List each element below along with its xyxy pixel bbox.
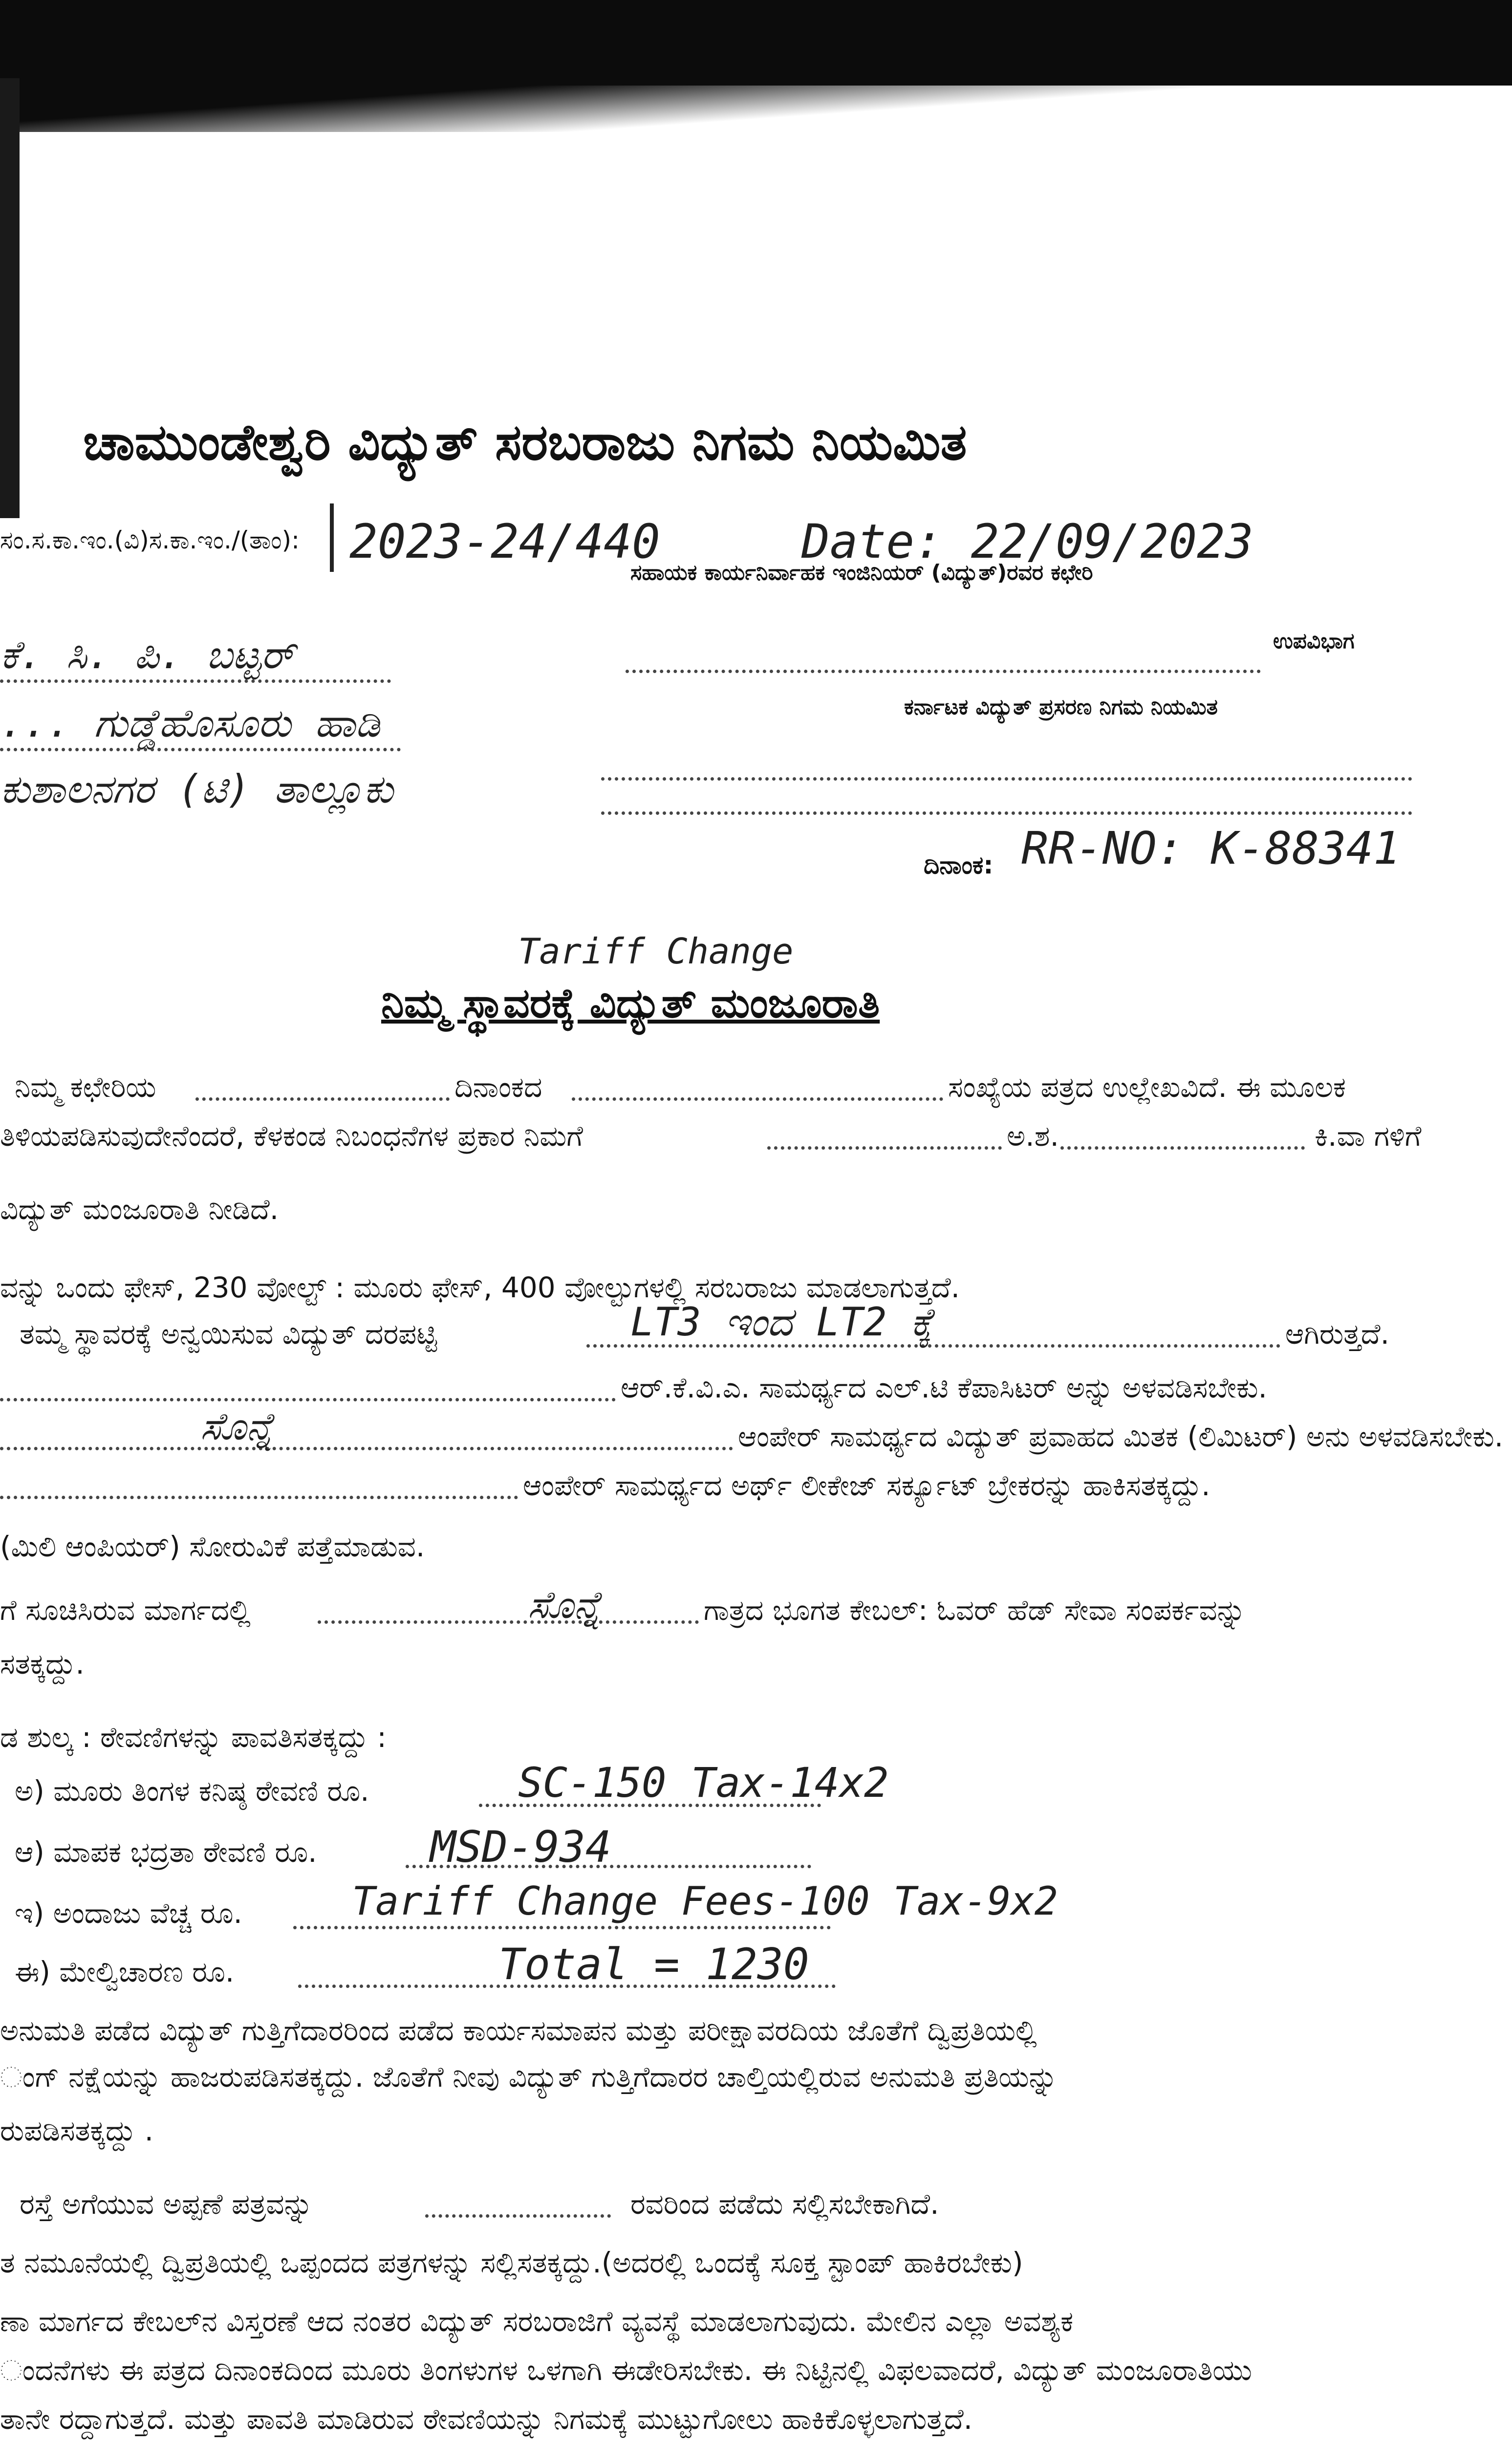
road-permit-b: ರವರಿಂದ ಪಡೆದು ಸಲ್ಲಿಸಬೇಕಾಗಿದೆ. [630,2187,939,2221]
para1-line1-b: ದಿನಾಂಕದ [454,1070,542,1104]
para1-line2-b: ಅ.ಶ. [1007,1119,1059,1153]
subdivision-dotline [626,670,1261,673]
address-underline-1 [0,679,391,683]
dotline [767,1146,1002,1150]
dotline [0,1496,518,1499]
subject-title: ನಿಮ್ಮ ಸ್ಥಾವರಕ್ಕೆ ವಿದ್ಯುತ್ ಮಂಜೂರಾತಿ [381,979,880,1027]
para1-line2-c: ಕಿ.ವಾ ಗಳಿಗೆ [1315,1119,1422,1153]
item-6-cont: ಸತಕ್ಕದ್ದು. [0,1647,85,1680]
address-line-3: ಕುಶಾಲನಗರ (ಟಿ) ತಾಲ್ಲೂಕು [0,766,393,812]
dotline [0,1398,616,1401]
reference-divider [330,503,334,572]
kptcl-dotline-2 [601,811,1412,815]
address-line-1: ಕೆ. ಸಿ. ಪಿ. ಬಟ್ಟರ್ [0,632,295,677]
scan-shadow-edge [0,73,1512,132]
item-5: ಆಂಪೇರ್ ಸಾಮರ್ಥ್ಯದ ಅರ್ಥ್ ಲೀಕೇಜ್ ಸರ್ಕ್ಯೂಟ್ ಬ್ರೇಕರನ್ನು ಹಾಕಿಸತಕ್ಕದ್ದು. [523,1469,1210,1502]
road-permit-a: ರಸ್ತೆ ಅಗೆಯುವ ಅಪ್ಪಣೆ ಪತ್ರವನ್ನು [20,2187,313,2221]
fee-a-label: ಅ) ಮೂರು ತಿಂಗಳ ಕನಿಷ್ಠ ಠೇವಣಿ ರೂ. [15,1774,369,1808]
dotline [1060,1146,1305,1150]
dotline [572,1097,943,1101]
dotline [293,1926,831,1929]
organization-title: ಚಾಮುಂಡೇಶ್ವರಿ ವಿದ್ಯುತ್ ಸರಬರಾಜು ನಿಗಮ ನಿಯಮಿತ [83,414,967,472]
dotline [318,1620,699,1624]
item-4-value: ಸೊನ್ನೆ [200,1405,275,1449]
fee-c-label: ಇ) ಅಂದಾಜು ವೆಚ್ಚ ರೂ. [15,1897,242,1930]
contractor-line-3: ರುಪಡಿಸತಕ್ಕದ್ದು . [0,2114,154,2147]
fee-c-value: Tariff Change Fees-100 Tax-9x2 [352,1878,1058,1924]
item-6-value: ಸೊನ್ನೆ [528,1583,602,1627]
contractor-line-1: ಅನುಮತಿ ಪಡೆದ ವಿದ್ಯುತ್ ಗುತ್ತಿಗೆದಾರರಿಂದ ಪಡೆದ ಕಾರ್ಯಸಮಾಪನ ಮತ್ತು ಪರೀಕ್ಷಾವರದಿಯ ಜೊತೆಗೆ ದ್ವಿಪ್ರತಿಯಲ್ಲಿ [0,2014,1037,2047]
reference-date: Date: 22/09/2023 [801,514,1253,569]
kptcl-dotline [601,777,1412,781]
fees-heading: ಡ ಶುಲ್ಕ : ಠೇವಣಿಗಳನ್ನು ಪಾವತಿಸತಕ್ಕದ್ದು : [0,1721,387,1754]
contractor-line-2: ಂಗ್ ನಕ್ಷೆಯನ್ನು ಹಾಜರುಪಡಿಸತಕ್ಕದ್ದು. ಜೊತೆಗೆ ನೀವು ವಿದ್ಯುತ್ ಗುತ್ತಿಗೆದಾರರ ಚಾಲ್ತಿಯಲ್ಲಿರುವ ಅನುಮತಿ ಪ್ರತಿಯನ್ನು [0,2060,1058,2094]
fee-b-label: ಆ) ಮಾಪಕ ಭದ್ರತಾ ಠೇವಣಿ ರೂ. [15,1835,317,1869]
item-5-cont: (ಮಿಲಿ ಆಂಪಿಯರ್) ಸೋರುವಿಕೆ ಪತ್ತೆಮಾಡುವ. [0,1530,425,1563]
rr-number: RR-NO: K-88341 [1021,822,1401,874]
final-line-3: ತಾನೇ ರದ್ದಾಗುತ್ತದೆ. ಮತ್ತು ಪಾವತಿ ಮಾಡಿರುವ ಠೇವಣಿಯನ್ನು ನಿಗಮಕ್ಕೆ ಮುಟ್ಟುಗೋಲು ಹಾಕಿಕೊಳ್ಳಲಾಗುತ್ತದೆ. [0,2402,973,2436]
item-2-b: ಆಗಿರುತ್ತದೆ. [1285,1317,1390,1351]
item-3: ಆರ್.ಕೆ.ವಿ.ಎ. ಸಾಮರ್ಥ್ಯದ ಎಲ್.ಟಿ ಕೆಪಾಸಿಟರ್ ಅನ್ನು ಅಳವಡಿಸಬೇಕು. [621,1371,1267,1404]
reference-number: 2023-24/440 [349,514,660,569]
address-line-2: ... ಗುಡ್ಡೆಹೊಸೂರು ಹಾಡಿ [0,700,380,746]
kptcl-label: ಕರ್ನಾಟಕ ವಿದ್ಯುತ್ ಪ್ರಸರಣ ನಿಗಮ ನಿಯಮಿತ [904,695,1218,720]
agreement-line: ತ ನಮೂನೆಯಲ್ಲಿ ದ್ವಿಪ್ರತಿಯಲ್ಲಿ ಒಪ್ಪಂದದ ಪತ್ರಗಳನ್ನು ಸಲ್ಲಿಸತಕ್ಕದ್ದು.(ಅದರಲ್ಲಿ ಒಂದಕ್ಕೆ ಸೂಕ್ತ ಸ್ಟಾಂಪ್ ಹಾಕಿರಬೇಕು) [0,2246,1023,2279]
para1-line3: ವಿದ್ಯುತ್ ಮಂಜೂರಾತಿ ನೀಡಿದೆ. [0,1193,279,1226]
item-6-b: ಗಾತ್ರದ ಭೂಗತ ಕೇಬಲ್: ಓವರ್ ಹೆಡ್ ಸೇವಾ ಸಂಪರ್ಕವನ್ನು [704,1593,1246,1627]
tariff-change-note: Tariff Change [518,931,794,972]
date-label: ದಿನಾಂಕ: [924,851,994,879]
address-underline-2 [0,748,401,751]
fee-d-label: ಈ) ಮೇಲ್ವಿಚಾರಣ ರೂ. [15,1955,235,1988]
fee-b-value: MSD-934 [430,1822,611,1872]
fee-total: Total = 1230 [498,1939,809,1989]
final-line-2: ಂದನೆಗಳು ಈ ಪತ್ರದ ದಿನಾಂಕದಿಂದ ಮೂರು ತಿಂಗಳುಗಳ ಒಳಗಾಗಿ ಈಡೇರಿಸಬೇಕು. ಈ ನಿಟ್ಟಿನಲ್ಲಿ ವಿಫಲವಾದರೆ, ವಿದ್ಯುತ್ ಮಂಜೂರಾತಿಯು [0,2354,1252,2387]
para1-line2-a: ತಿಳಿಯಪಡಿಸುವುದೇನೆಂದರೆ, ಕೆಳಕಂಡ ನಿಬಂಧನೆಗಳ ಪ್ರಕಾರ ನಿಮಗೆ [0,1119,583,1153]
scan-left-shadow [0,78,20,518]
office-designation: ಸಹಾಯಕ ಕಾರ್ಯನಿರ್ವಾಹಕ ಇಂಜಿನಿಯರ್ (ವಿದ್ಯುತ್)ರವರ ಕಛೇರಿ [630,560,1093,585]
scan-top-shadow [0,0,1512,86]
item-2-a: ತಮ್ಮ ಸ್ಥಾವರಕ್ಕೆ ಅನ್ವಯಿಸುವ ವಿದ್ಯುತ್ ದರಪಟ್ಟಿ [20,1317,437,1351]
reference-label: ಸಂ.ಸ.ಕಾ.ಇಂ.(ವಿ)ಸ.ಕಾ.ಇಂ./(ತಾಂ): [0,526,300,554]
item-1: ವನ್ನು ಒಂದು ಫೇಸ್, 230 ವೋಲ್ಟ್ : ಮೂರು ಫೇಸ್, 400 ವೋಲ್ಟುಗಳಲ್ಲಿ ಸರಬರಾಜು ಮಾಡಲಾಗುತ್ತದೆ. [0,1271,960,1304]
item-4: ಆಂಪೇರ್ ಸಾಮರ್ಥ್ಯದ ವಿದ್ಯುತ್ ಪ್ರವಾಹದ ಮಿತಕ (ಲಿಮಿಟರ್) ಅನು ಅಳವಡಿಸಬೇಕು. [738,1420,1504,1453]
dotline [425,2214,611,2218]
final-line-1: ಣಾ ಮಾರ್ಗದ ಕೇಬಲ್‌ನ ವಿಸ್ತರಣೆ ಆದ ನಂತರ ವಿದ್ಯುತ್ ಸರಬರಾಜಿಗೆ ವ್ಯವಸ್ಥೆ ಮಾಡಲಾಗುವುದು. ಮೇಲಿನ ಎಲ್ಲಾ ಅವಶ್ಯಕ [0,2305,1074,2338]
para1-line1-c: ಸಂಖ್ಯೆಯ ಪತ್ರದ ಉಲ್ಲೇಖವಿದೆ. ಈ ಮೂಲಕ [948,1070,1346,1104]
dotline [0,1447,733,1450]
dotline [586,1344,1280,1348]
subdivision-label: ಉಪವಿಭಾಗ [1273,629,1355,654]
fee-a-value: SC-150 Tax-14x2 [518,1759,889,1807]
para1-line1-a: ನಿಮ್ಮ ಕಛೇರಿಯ [15,1070,156,1104]
item-2-tariff: LT3 ಇಂದ LT2 ಕ್ಕೆ [630,1299,933,1345]
item-6-a: ಗೆ ಸೂಚಿಸಿರುವ ಮಾರ್ಗದಲ್ಲಿ [0,1593,251,1627]
dotline [195,1097,450,1101]
